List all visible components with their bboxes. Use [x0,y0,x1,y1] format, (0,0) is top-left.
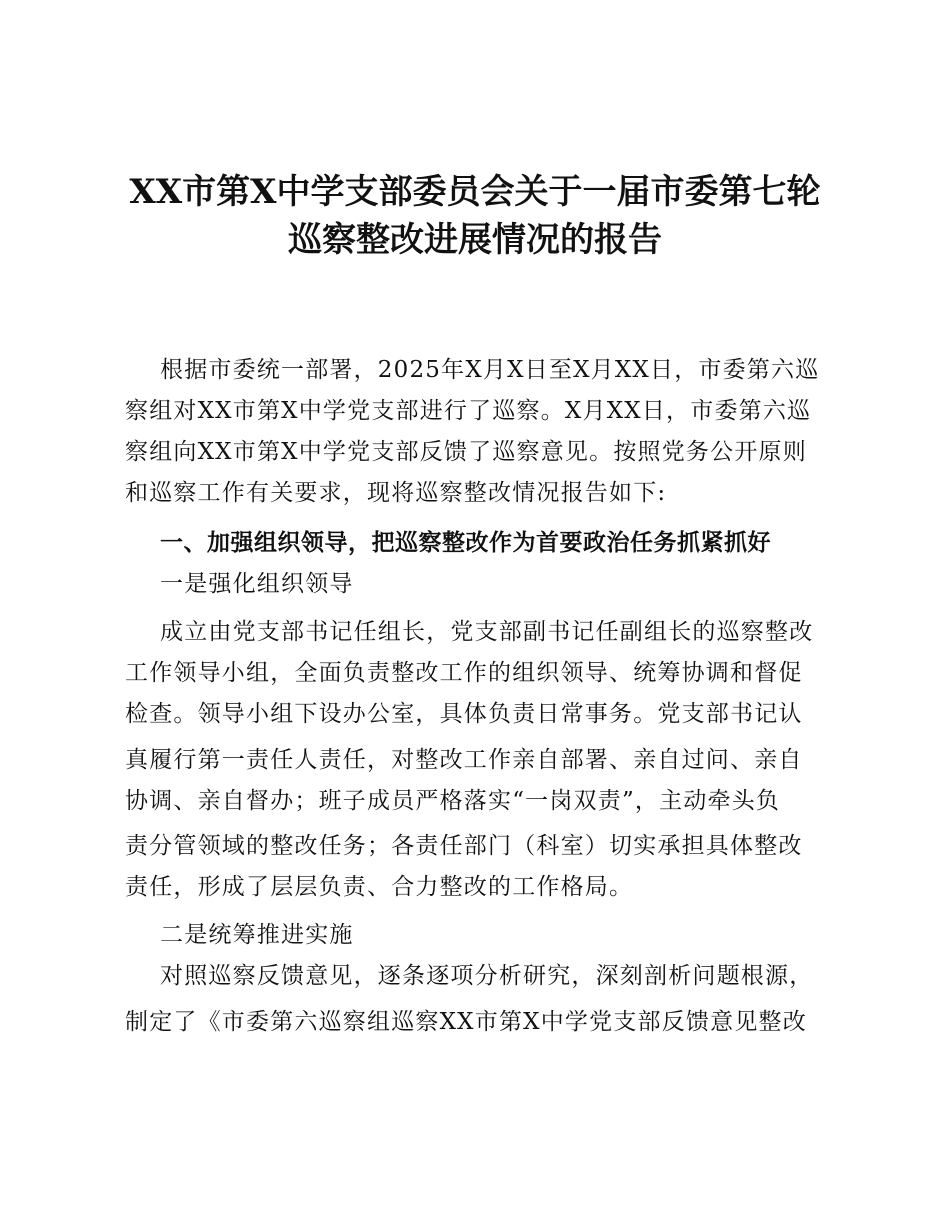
paragraph-2-line: 责任，形成了层层负责、合力整改的工作格局。 [125,874,634,900]
paragraph-2-line: 工作领导小组，全面负责整改工作的组织领导、统筹协调和督促 [125,660,803,686]
paragraph-2-line: 责分管领域的整改任务；各责任部门（科室）切实承担具体整改 [125,833,803,859]
section-1-heading: 一、加强组织领导，把巡察整改作为首要政治任务抓紧抓好 [160,530,771,556]
paragraph-2-line: 成立由党支部书记任组长，党支部副书记任副组长的巡察整改 [160,619,814,645]
paragraph-1-line: 根据市委统一部署，2025年X月X日至X月XX日，市委第六巡 [160,357,820,383]
subheading-2: 二是统筹推进实施 [160,922,354,948]
paragraph-1-line: 察组对XX市第X中学党支部进行了巡察。X月XX日，市委第六巡 [125,398,812,424]
paragraph-2-line: 协调、亲自督办；班子成员严格落实“一岗双责”，主动牵头负 [125,788,781,814]
paragraph-1-line: 和巡察工作有关要求，现将巡察整改情况报告如下: [125,480,667,506]
paragraph-3-line: 制定了《市委第六巡察组巡察XX市第X中学党支部反馈意见整改 [125,1009,807,1035]
report-title-line-1: XX市第X中学支部委员会关于一届市委第七轮 [129,172,821,212]
report-title-line-2: 巡察整改进展情况的报告 [288,220,662,260]
subheading-1: 一是强化组织领导 [160,571,354,597]
paragraph-3-line: 对照巡察反馈意见，逐条逐项分析研究，深刻剖析问题根源， [160,963,814,989]
paragraph-2-line: 检查。领导小组下设办公室，具体负责日常事务。党支部书记认 [125,701,803,727]
paragraph-2-line: 真履行第一责任人责任，对整改工作亲自部署、亲自过问、亲自 [125,747,803,773]
paragraph-1-line: 察组向XX市第X中学党支部反馈了巡察意见。按照党务公开原则 [125,439,807,465]
